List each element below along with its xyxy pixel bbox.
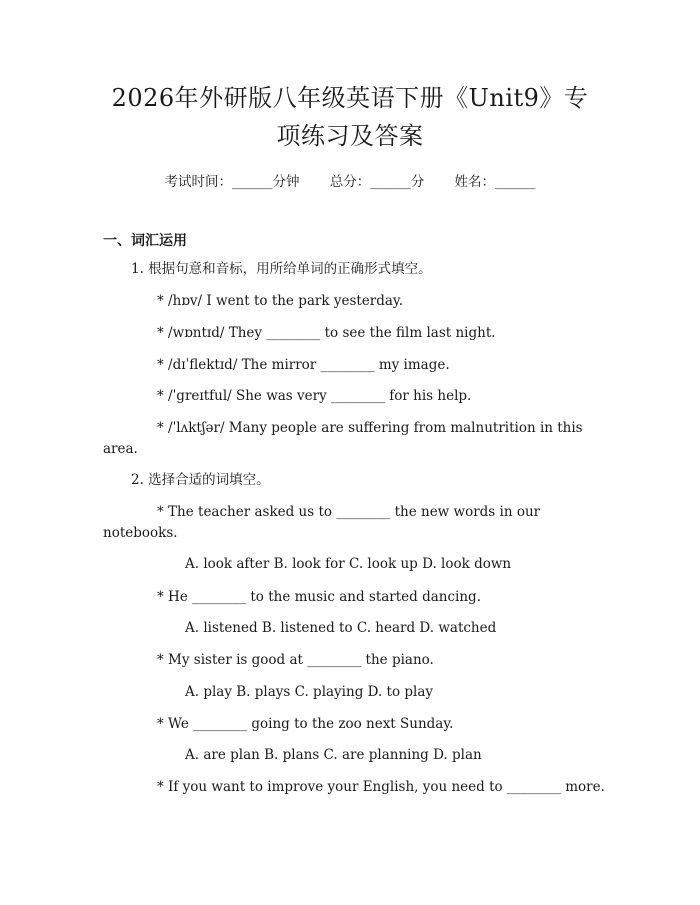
question-2-stem: * We ________ going to the zoo next Sunday.: [157, 716, 454, 732]
question-2-stem-continuation: notebooks.: [103, 525, 178, 541]
question-1-item: * /hɒv/ I went to the park yesterday.: [157, 293, 404, 309]
question-1-item: * /ˈgreɪtful/ She was very ________ for his help.: [157, 388, 472, 404]
question-1-instruction: 1. 根据句意和音标，用所给单词的正确形式填空。: [131, 261, 432, 277]
question-2-options: A. play B. plays C. playing D. to play: [185, 684, 434, 700]
section-heading: 一、词汇运用: [103, 233, 187, 249]
question-1-item: * /dɪˈflektɪd/ The mirror ________ my image.: [157, 357, 450, 373]
document-title-line-2: 项练习及答案: [276, 122, 424, 150]
exam-time: 考试时间：______分钟: [164, 174, 300, 190]
exam-info: [0, 170, 700, 190]
question-2-stem: * If you want to improve your English, you need to ________ more.: [157, 779, 605, 795]
question-1-item: * /wɒntɪd/ They ________ to see the film last night.: [157, 325, 496, 341]
question-2-stem: * The teacher asked us to ________ the new words in our: [157, 504, 541, 520]
question-2-instruction: 2. 选择合适的词填空。: [131, 472, 270, 488]
question-2-options: A. are plan B. plans C. are planning D. plan: [185, 747, 482, 763]
exam-name: 姓名：______: [454, 174, 536, 190]
question-1-item-continuation: area.: [103, 441, 138, 457]
question-2-stem: * He ________ to the music and started dancing.: [157, 589, 481, 605]
question-2-stem: * My sister is good at ________ the piano.: [157, 652, 434, 668]
exam-total-score: 总分：______分: [329, 174, 425, 190]
question-1-item: * /ˈlʌktʃər/ Many people are suffering from malnutrition in this: [157, 420, 583, 436]
document-title-line-1: 2026年外研版八年级英语下册《Unit9》专: [111, 84, 589, 112]
question-2-options: A. look after B. look for C. look up D. look down: [185, 556, 512, 572]
question-2-options: A. listened B. listened to C. heard D. watched: [185, 620, 497, 636]
